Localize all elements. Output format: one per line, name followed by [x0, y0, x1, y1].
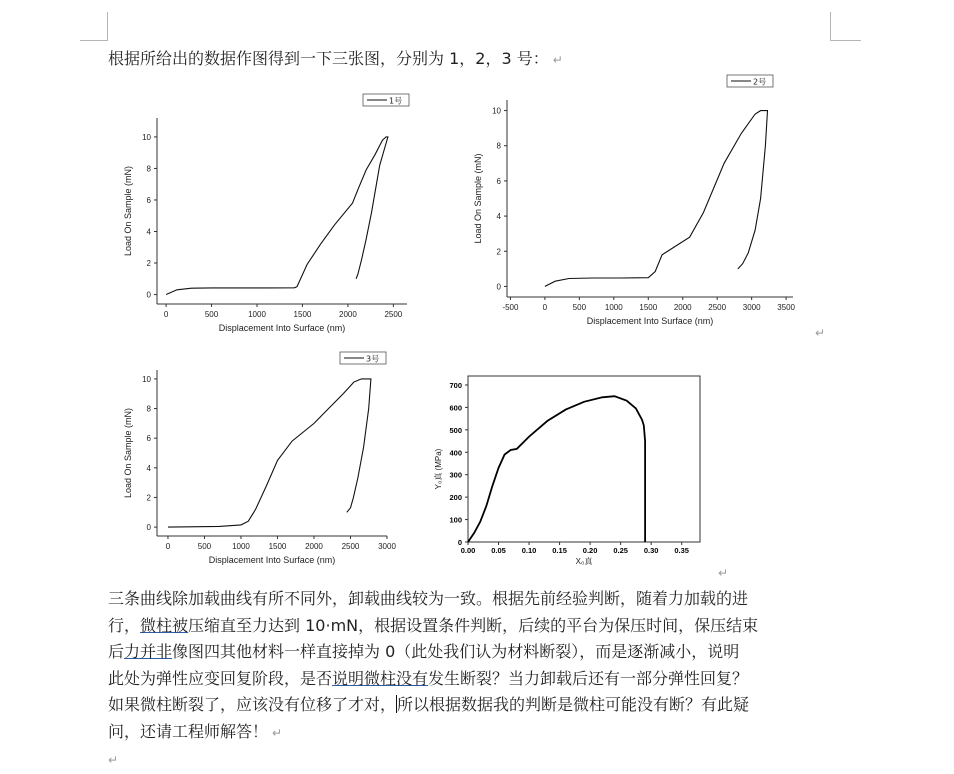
y-tick-label: 4 [146, 227, 151, 237]
intro-text: 根据所给出的数据作图得到一下三张图，分别为 1，2，3 号： [108, 49, 549, 68]
y-axis-title: Load On Sample (mN) [123, 165, 133, 257]
y-tick-label: 0 [146, 290, 151, 300]
x-tick-label: 0.00 [460, 546, 476, 555]
x-tick-label: 0.05 [491, 546, 506, 555]
underlined-term: 力并非 [124, 642, 173, 661]
x-tick-label: 0 [165, 542, 171, 551]
legend-label: 2号 [753, 77, 767, 87]
x-tick-label: 1500 [639, 303, 658, 312]
underlined-term: 微柱被 [140, 615, 189, 635]
body-line: 此处为弹性应变回复阶段，是否说明微柱没有发生断裂？当力卸载后还有一部分弹性回复？ [108, 668, 749, 688]
y-axis-title: Load On Sample (mN) [473, 153, 483, 244]
x-tick-label: 500 [204, 310, 219, 319]
y-tick-label: 8 [146, 404, 151, 414]
x-tick-label: 0 [163, 310, 169, 319]
paragraph-mark: ↵ [815, 326, 826, 340]
series-line [166, 137, 388, 295]
x-tick-label: 0.30 [643, 546, 659, 555]
body-line: 行，微柱被压缩直至力达到 10·mN，根据设置条件判断，后续的平台为保压时间，保压结束 [108, 615, 759, 635]
x-tick-label: 2500 [341, 542, 360, 551]
y-tick-label: 0 [457, 538, 462, 547]
series-line [168, 379, 371, 527]
x-axis-title: Displacement Into Surface (nm) [218, 323, 346, 333]
paragraph-mark: ↵ [108, 753, 119, 767]
underlined-term: 说明微柱没有 [332, 668, 429, 688]
y-tick-label: 2 [496, 247, 501, 257]
y-tick-label: 8 [496, 141, 501, 151]
x-tick-label: 3500 [777, 303, 796, 312]
body-line: 如果微柱断裂了，应该没有位移了才对，所以根据数据我的判断是微柱可能没有断？有此疑 [108, 695, 750, 714]
x-tick-label: 2500 [708, 303, 727, 312]
legend-label: 3号 [366, 354, 380, 364]
x-axis-title: X₀真 [575, 557, 593, 566]
x-tick-label: 500 [572, 303, 587, 312]
x-tick-label: 2000 [673, 303, 692, 312]
x-axis-title: Displacement Into Surface (nm) [208, 555, 336, 565]
x-tick-label: 2000 [339, 310, 357, 319]
y-tick-label: 400 [449, 448, 462, 458]
x-tick-label: 2500 [384, 310, 403, 319]
paragraph-mark: ↵ [272, 725, 283, 740]
x-tick-label: 1000 [248, 310, 266, 319]
y-tick-label: 100 [449, 515, 462, 525]
series-line [545, 111, 768, 287]
y-tick-label: 4 [146, 463, 151, 473]
y-tick-label: 10 [492, 106, 501, 116]
x-tick-label: 1000 [232, 542, 250, 551]
intro-paragraph[interactable] [108, 46, 563, 69]
x-tick-label: 3000 [742, 303, 761, 312]
x-tick-label: 3000 [378, 542, 396, 551]
y-axis-title: Y₀真 (MPa) [434, 448, 443, 490]
y-tick-label: 6 [146, 195, 151, 205]
legend-label: 1号 [389, 96, 403, 106]
y-tick-label: 10 [142, 132, 151, 142]
body-line: 后力并非像图四其他材料一样直接掉为 0（此处我们认为材料断裂），而是逐渐减小，说明 [108, 642, 740, 661]
x-tick-label: -500 [502, 303, 519, 312]
y-tick-label: 2 [146, 259, 151, 269]
body-line [108, 746, 838, 774]
y-tick-label: 500 [449, 425, 462, 435]
body-paragraph[interactable] [108, 586, 838, 774]
y-tick-label: 0 [496, 282, 501, 292]
x-tick-label: 0.15 [552, 546, 567, 555]
y-tick-label: 600 [449, 403, 462, 413]
page-corner-top-left [80, 12, 108, 41]
x-axis-title: Displacement Into Surface (nm) [586, 316, 714, 326]
x-tick-label: 0.20 [582, 546, 598, 555]
y-tick-label: 2 [146, 493, 151, 503]
y-tick-label: 6 [496, 176, 501, 186]
x-tick-label: 1500 [293, 310, 312, 319]
y-tick-label: 4 [496, 212, 501, 222]
body-line: 问，还请工程师解答！ ↵ [108, 721, 283, 741]
y-tick-label: 6 [146, 434, 151, 444]
x-tick-label: 0 [542, 303, 548, 312]
paragraph-mark: ↵ [718, 566, 729, 580]
page-corner-top-right [830, 12, 861, 41]
x-tick-label: 1000 [604, 303, 623, 312]
series-line [468, 396, 645, 542]
x-tick-label: 0.10 [521, 546, 537, 555]
paragraph-mark: ↵ [552, 53, 563, 67]
y-tick-label: 700 [449, 380, 462, 390]
y-tick-label: 8 [146, 164, 151, 174]
x-tick-label: 0.25 [613, 546, 628, 555]
chart-1 [105, 88, 420, 333]
x-tick-label: 500 [197, 542, 212, 551]
y-tick-label: 0 [146, 523, 151, 533]
chart-4 [420, 372, 710, 572]
chart-3 [105, 350, 395, 570]
y-tick-label: 300 [449, 470, 462, 480]
x-tick-label: 0.35 [674, 546, 689, 555]
chart-2 [455, 70, 805, 335]
x-tick-label: 2000 [305, 542, 323, 551]
y-tick-label: 200 [449, 493, 462, 503]
y-axis-title: Load On Sample (mN) [123, 407, 133, 499]
y-tick-label: 10 [142, 374, 151, 384]
x-tick-label: 1500 [268, 542, 287, 551]
body-line: 三条曲线除加载曲线有所不同外，卸载曲线较为一致。根据先前经验判断，随着力加载的进 [108, 589, 749, 608]
